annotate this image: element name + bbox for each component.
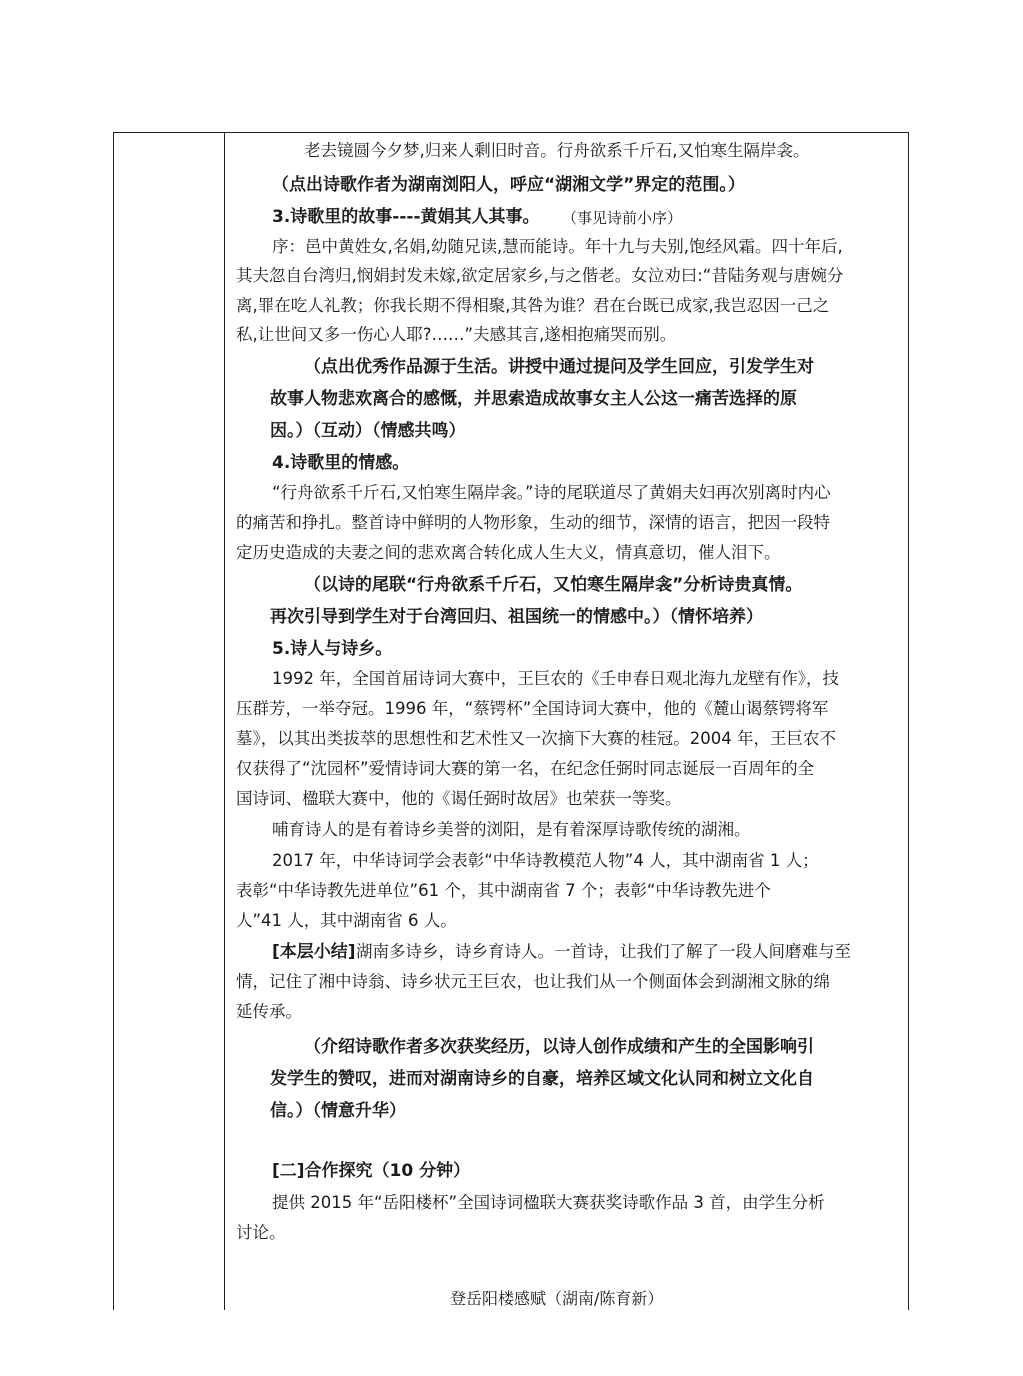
award-line-3: 人”41 人，其中湖南省 6 人。 [236, 911, 457, 930]
column-divider [224, 132, 225, 1310]
poem-line: 老去镜圆今夕梦,归来人剩旧时音。行舟欲系千斤石,又怕寒生隔岸衾。 [304, 141, 810, 160]
poet-line-3: 墓》，以其出类拔萃的思想性和艺术性又一次摘下大赛的桂冠。2004 年，王巨农不 [236, 729, 836, 748]
emotion-line-1: “行舟欲系千斤石,又怕寒生隔岸衾。”诗的尾联道尽了黄娟夫妇再次别离时内心 [272, 483, 831, 502]
summary-label: [本层小结] [272, 942, 356, 962]
emotion-line-2: 的痛苦和挣扎。整首诗中鲜明的人物形象，生动的细节，深情的语言，把因一段特 [236, 513, 830, 532]
poem-title: 登岳阳楼感赋（湖南/陈育新） [450, 1289, 664, 1308]
emotion-line-3: 定历史造成的夫妻之间的悲欢离合转化成人生大义，情真意切，催人泪下。 [236, 543, 781, 562]
heading-story: 3.诗歌里的故事----黄娟其人其事。 [272, 207, 540, 227]
note-emotion-1: （以诗的尾联“行舟欲系千斤石，又怕寒生隔岸衾”分析诗贵真情。 [304, 575, 803, 595]
award-line-2: 表彰“中华诗教先进单位”61 个，其中湖南省 7 个；表彰“中华诗教先进个 [236, 881, 771, 900]
note-author: （点出诗歌作者为湖南浏阳人，呼应“湖湘文学”界定的范围。） [272, 175, 745, 195]
heading-emotion: 4.诗歌里的情感。 [272, 453, 410, 473]
preface-line-2: 其夫忽自台湾归,悯娟封发未嫁,欲定居家乡,与之偕老。女泣劝曰:“昔陆务观与唐婉分 [236, 266, 844, 285]
summary-line-2: 情，记住了湘中诗翁、诗乡状元王巨农，也让我们从一个侧面体会到湖湘文脉的绵 [236, 972, 830, 991]
note-award-1: （介绍诗歌作者多次获奖经历，以诗人创作成绩和产生的全国影响引 [304, 1037, 814, 1057]
summary-line-1: 湖南多诗乡，诗乡育诗人。一首诗，让我们了解了一段人间磨难与至 [356, 942, 851, 961]
poet-line-6: 哺育诗人的是有着诗乡美誉的浏阳，是有着深厚诗歌传统的湖湘。 [272, 820, 751, 839]
poet-line-1: 1992 年，全国首届诗词大赛中，王巨农的《壬申春日观北海九龙壁有作》，技 [272, 669, 839, 688]
cooperation-line-2: 讨论。 [236, 1223, 286, 1242]
heading-story-note: （事见诗前小序） [562, 209, 683, 227]
heading-cooperation: [二]合作探究（10 分钟） [272, 1161, 471, 1181]
poet-line-4: 仅获得了“沈园杯”爱情诗词大赛的第一名，在纪念任弼时同志诞辰一百周年的全 [236, 759, 815, 778]
heading-poet: 5.诗人与诗乡。 [272, 639, 393, 659]
preface-line-1: 序：邑中黄姓女,名娟,幼随兄读,慧而能诗。年十九与夫别,饱经风霜。四十年后, [272, 237, 843, 256]
poet-line-5: 国诗词、楹联大赛中，他的《谒任弼时故居》也荣获一等奖。 [236, 789, 682, 808]
note-life-1: （点出优秀作品源于生活。讲授中通过提问及学生回应，引发学生对 [304, 357, 814, 377]
summary-line-3: 延传承。 [236, 1002, 302, 1021]
award-line-1: 2017 年，中华诗词学会表彰“中华诗教模范人物”4 人，其中湖南省 1 人； [272, 851, 819, 870]
poet-line-2: 压群芳，一举夺冠。1996 年，“蔡锷杯”全国诗词大赛中，他的《麓山谒蔡锷将军 [236, 699, 829, 718]
preface-line-3: 离,罪在吃人礼教；你我长期不得相聚,其咎为谁？君在台既已成家,我岂忍因一己之 [236, 296, 830, 315]
note-emotion-2: 再次引导到学生对于台湾回归、祖国统一的情感中。）（情怀培养） [270, 607, 763, 627]
note-life-2: 故事人物悲欢离合的感慨，并思索造成故事女主人公这一痛苦选择的原 [270, 389, 797, 409]
preface-line-4: 私,让世间又多一伤心人耶?……”夫感其言,遂相抱痛哭而别。 [236, 325, 677, 344]
cooperation-line-1: 提供 2015 年“岳阳楼杯”全国诗词楹联大赛获奖诗歌作品 3 首，由学生分析 [272, 1193, 825, 1212]
note-award-2: 发学生的赞叹，进而对湖南诗乡的自豪，培养区域文化认同和树立文化自 [270, 1069, 814, 1089]
note-life-3: 因。）（互动）（情感共鸣） [270, 421, 466, 441]
note-award-3: 信。）（情意升华） [270, 1101, 406, 1121]
